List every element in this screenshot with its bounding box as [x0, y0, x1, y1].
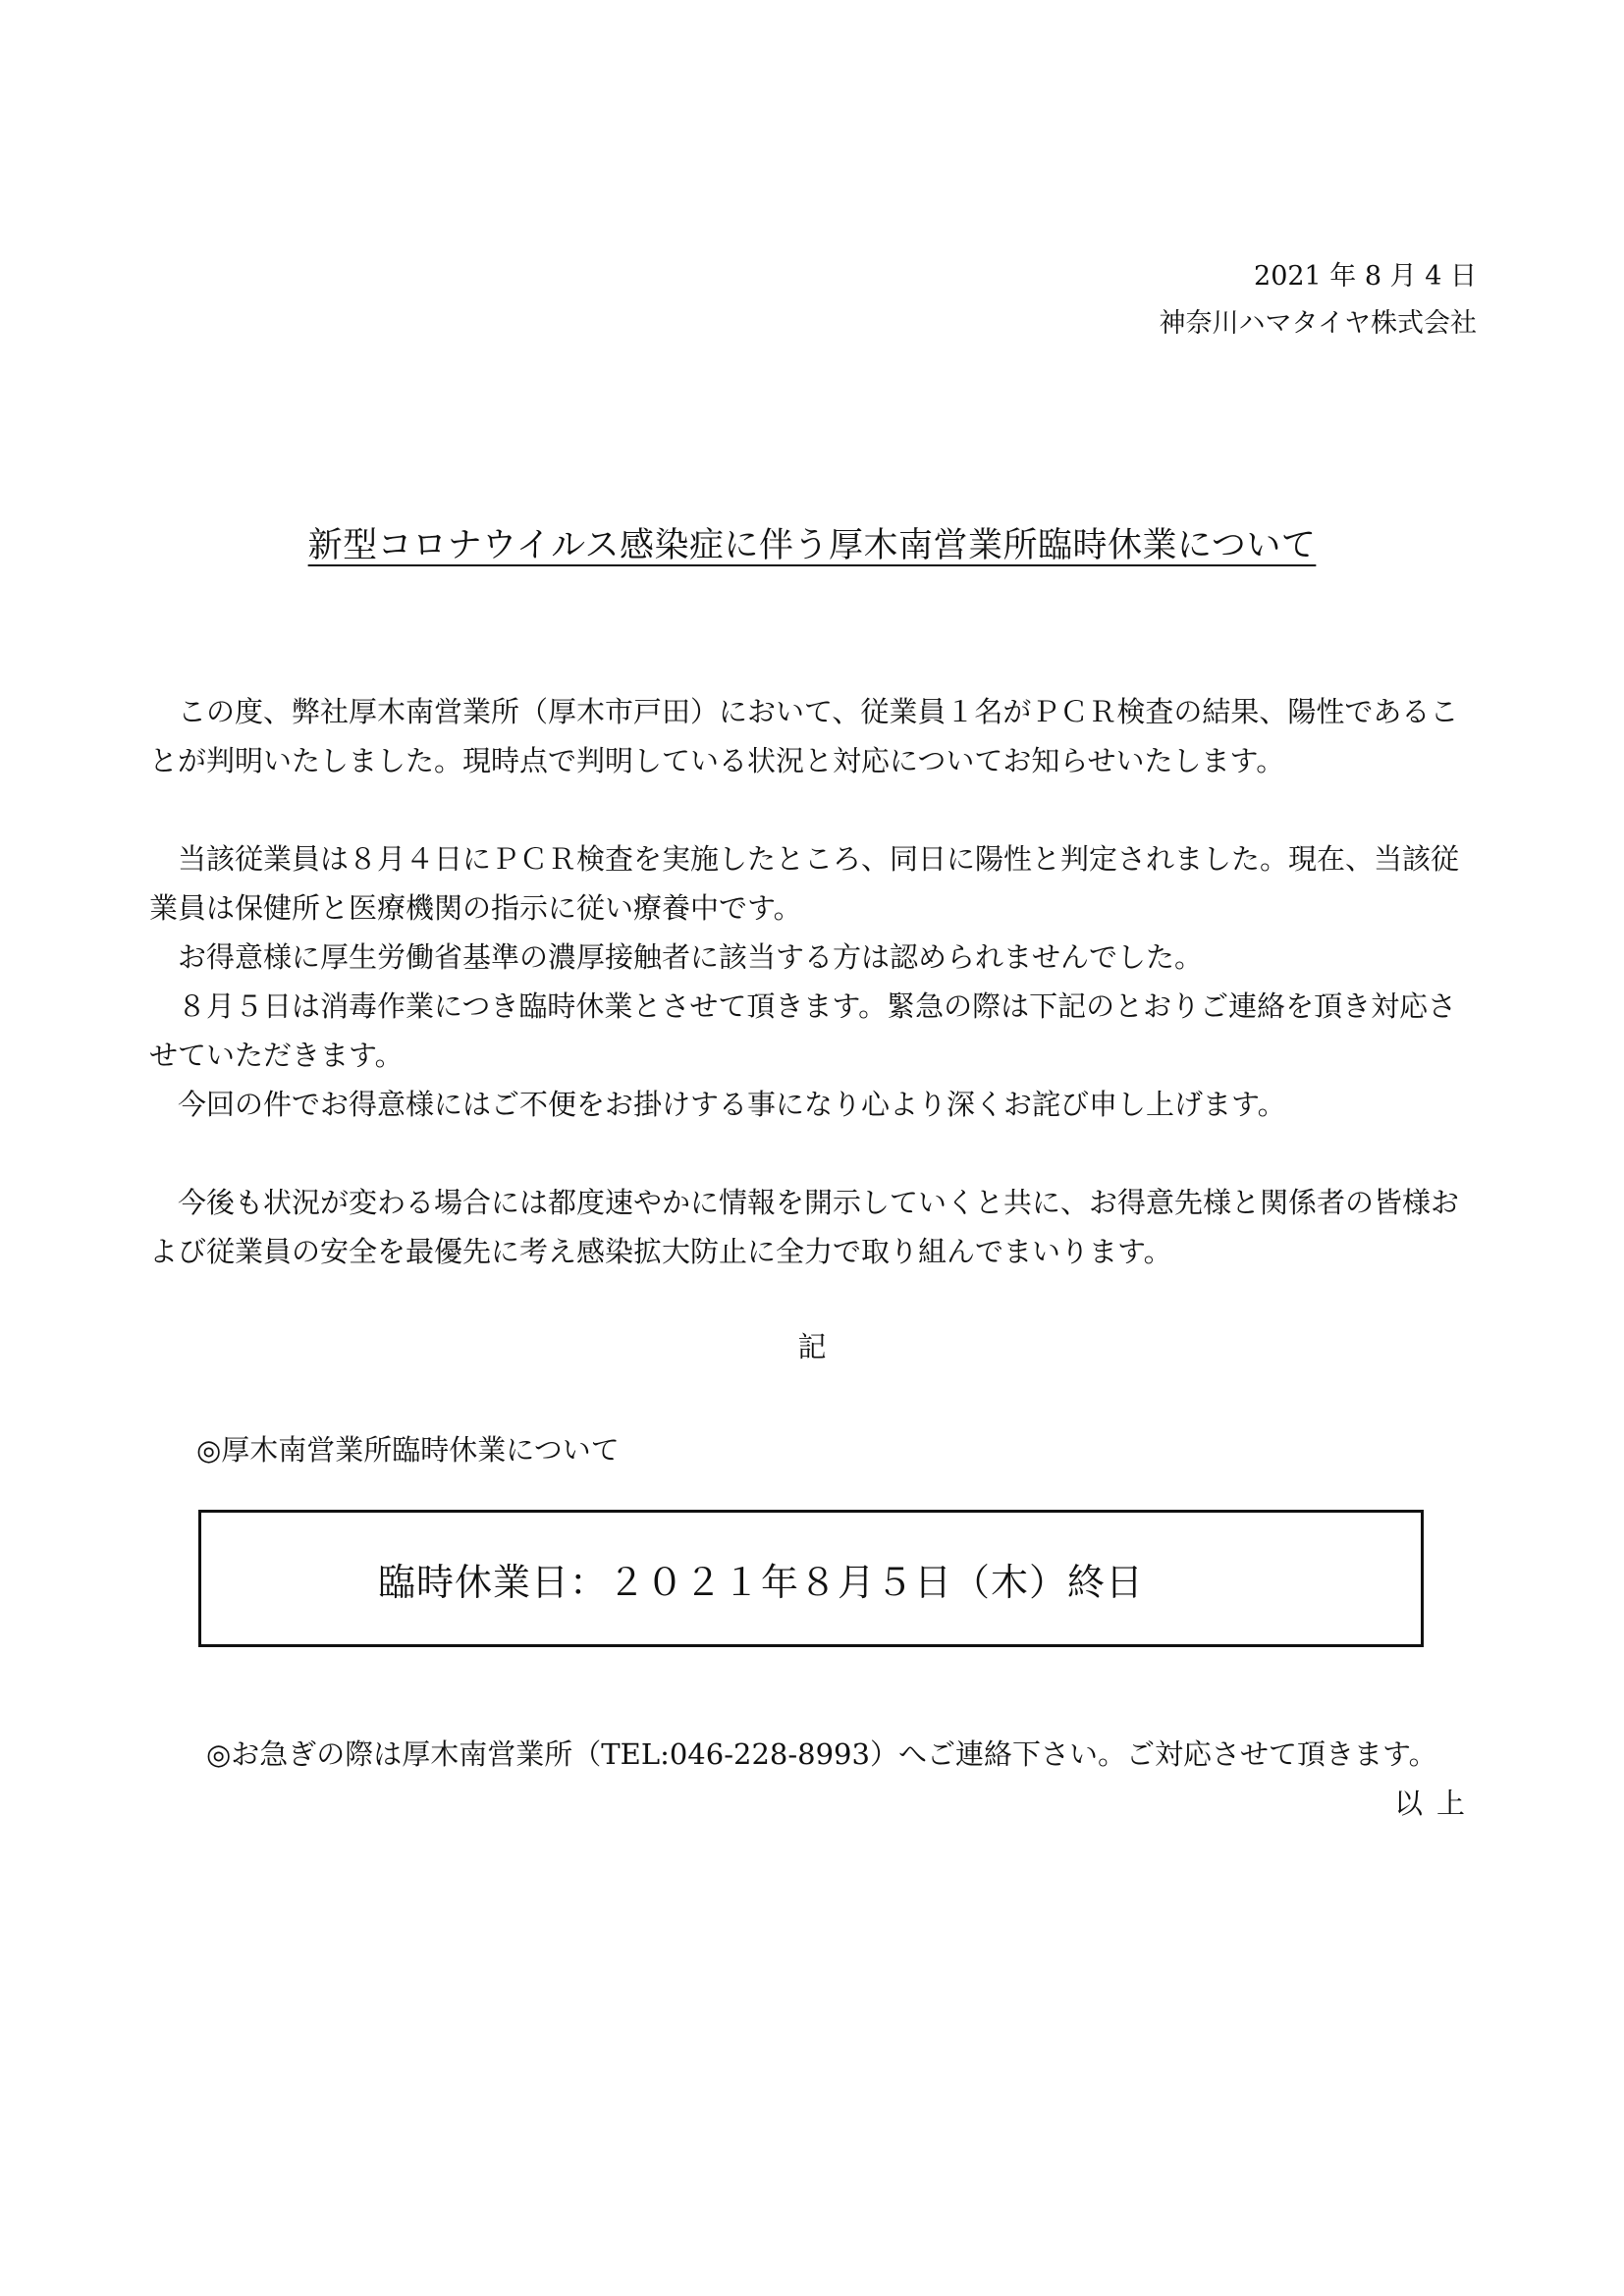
body-paragraph-6: 今後も状況が変わる場合には都度速やかに情報を開示していくと共に、お得意先様と関係者の皆様および従業員の安全を最優先に考え感染拡大防止に全力で取り組んでまいります。	[149, 1186, 1460, 1268]
ki-marker: 記	[797, 1330, 827, 1363]
closure-date-box	[198, 1510, 1424, 1647]
body-paragraph-5: 今回の件でお得意様にはご不便をお掛けする事になり心より深くお詫び申し上げます。	[178, 1088, 1286, 1121]
header-block	[1160, 253, 1477, 347]
closing-mark: 以上	[1393, 1787, 1479, 1820]
body-paragraph-3: お得意様に厚生労働省基準の濃厚接触者に該当する方は認められませんでした。	[178, 940, 1204, 974]
closure-date-text: 臨時休業日：２０２１年８月５日（木）終日	[378, 1560, 1145, 1604]
section-heading: ◎厚木南営業所臨時休業について	[196, 1433, 620, 1467]
body-paragraph-4: ８月５日は消毒作業につき臨時休業とさせて頂きます。緊急の際は下記のとおりご連絡を頂き対応させていただきます。	[149, 989, 1457, 1072]
body-paragraph-1: この度、弊社厚木南営業所（厚木市戸田）において、従業員１名がＰＣＲ検査の結果、陽性であることが判明いたしました。現時点で判明している状況と対応についてお知らせいたします。	[149, 695, 1459, 777]
contact-line: ◎お急ぎの際は厚木南営業所（TEL:046-228-8993）へご連絡下さい。ご対応させて頂きます。	[206, 1737, 1437, 1771]
paragraph-gap	[149, 785, 1485, 834]
document-title-text: 新型コロナウイルス感染症に伴う厚木南営業所臨時休業について	[307, 526, 1317, 565]
paragraph-gap	[149, 1129, 1485, 1178]
body-text	[149, 687, 1485, 1276]
document-date: 2021 年 8 月 4 日	[1254, 261, 1477, 292]
company-name: 神奈川ハマタイヤ株式会社	[1159, 308, 1477, 339]
document-title	[0, 518, 1624, 567]
body-paragraph-2: 当該従業員は８月４日にＰＣＲ検査を実施したところ、同日に陽性と判定されました。現在、当該従業員は保健所と医療機関の指示に従い療養中です。	[149, 842, 1460, 925]
